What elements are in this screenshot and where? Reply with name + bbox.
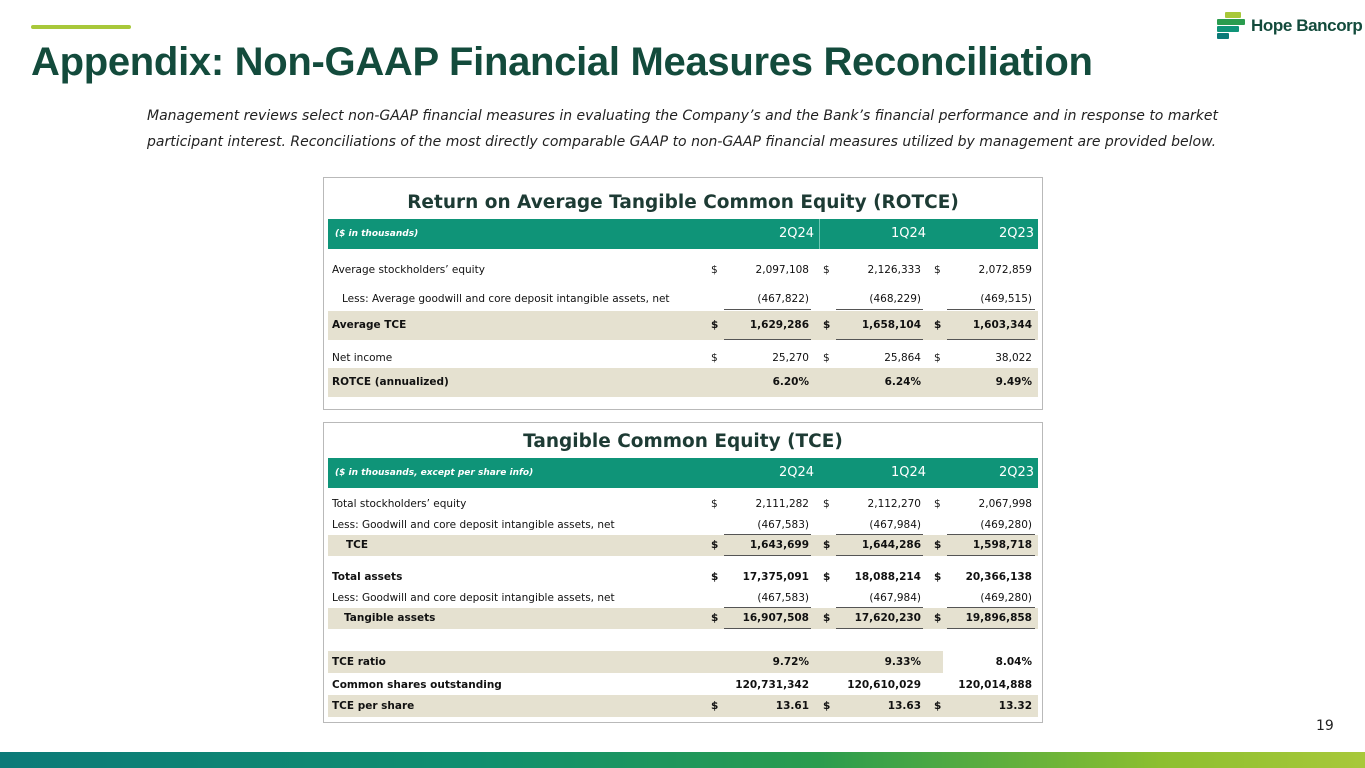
value-2q23: 120,014,888 — [958, 679, 1032, 691]
dollar-sign: $ — [711, 539, 719, 551]
row-label: TCE — [346, 539, 369, 551]
rotce-col-2q23: 2Q23 — [998, 226, 1034, 241]
value-2q23: 1,598,718 — [972, 539, 1032, 551]
dollar-sign: $ — [934, 571, 942, 583]
rotce-col-2q24: 2Q24 — [778, 226, 814, 241]
value-2q23: 2,072,859 — [978, 264, 1032, 276]
table-row — [328, 498, 1038, 514]
value-2q24: 1,643,699 — [749, 539, 809, 551]
footer-gradient-bar — [0, 752, 1365, 768]
row-label: ROTCE (annualized) — [332, 376, 449, 388]
dollar-sign: $ — [934, 352, 941, 364]
tce-units-note: ($ in thousands, except per share info) — [335, 468, 534, 478]
value-2q24: 120,731,342 — [735, 679, 809, 691]
tce-col-2q23: 2Q23 — [998, 465, 1034, 480]
tce-header-row — [328, 458, 1038, 488]
value-1q24: 17,620,230 — [854, 612, 921, 624]
table-row — [328, 535, 1038, 556]
value-1q24: 1,644,286 — [861, 539, 921, 551]
rotce-units-note: ($ in thousands) — [335, 229, 419, 239]
dollar-sign: $ — [711, 700, 719, 712]
row-label: Total assets — [332, 571, 403, 583]
row-label: Total stockholders’ equity — [332, 498, 467, 510]
dollar-sign: $ — [823, 498, 830, 510]
table-row — [328, 368, 1038, 397]
intro-line-2: participant interest. Reconciliations of the most directly comparable GAAP to non-GAAP financial measures utilized by management are provided below. — [147, 134, 1217, 150]
value-2q23: 2,067,998 — [978, 498, 1032, 510]
value-1q24: 120,610,029 — [847, 679, 921, 691]
dollar-sign: $ — [711, 571, 719, 583]
value-2q24: 9.72% — [772, 656, 809, 668]
dollar-sign: $ — [934, 319, 942, 331]
value-2q24: 1,629,286 — [749, 319, 809, 331]
dollar-sign: $ — [823, 612, 831, 624]
table-row — [328, 264, 1038, 280]
value-2q24: 2,097,108 — [755, 264, 809, 276]
logo-mark-icon — [1217, 12, 1245, 40]
table-row — [328, 293, 1038, 309]
dollar-sign: $ — [934, 539, 942, 551]
row-label: Net income — [332, 352, 393, 364]
value-2q24: (467,583) — [757, 592, 809, 604]
value-2q24: (467,822) — [757, 293, 809, 305]
title-accent-line — [31, 25, 131, 29]
value-1q24: 1,658,104 — [861, 319, 921, 331]
value-1q24: 2,126,333 — [867, 264, 921, 276]
row-label: Less: Goodwill and core deposit intangible assets, net — [332, 592, 615, 604]
value-2q24: 17,375,091 — [742, 571, 809, 583]
row-label: TCE ratio — [332, 656, 386, 668]
table-row — [328, 519, 1038, 535]
tce-col-2q24: 2Q24 — [778, 465, 814, 480]
value-2q23: 1,603,344 — [972, 319, 1032, 331]
dollar-sign: $ — [711, 319, 719, 331]
table-row — [328, 352, 1038, 368]
value-1q24: (468,229) — [869, 293, 921, 305]
row-label: Average stockholders’ equity — [332, 264, 485, 276]
table-row — [328, 592, 1038, 608]
dollar-sign: $ — [711, 264, 718, 276]
rotce-panel — [323, 177, 1043, 410]
value-1q24: (467,984) — [869, 519, 921, 531]
intro-line-1: Management reviews select non-GAAP financial measures in evaluating the Company’s and the Bank’s financial performance and in response to market — [147, 108, 1218, 124]
value-2q23: (469,280) — [980, 592, 1032, 604]
dollar-sign: $ — [934, 264, 941, 276]
table-row — [328, 695, 1038, 717]
page-number: 19 — [1316, 718, 1334, 734]
row-label: Average TCE — [332, 319, 407, 331]
row-label: TCE per share — [332, 700, 415, 712]
dollar-sign: $ — [711, 612, 719, 624]
dollar-sign: $ — [823, 700, 831, 712]
dollar-sign: $ — [823, 264, 830, 276]
dollar-sign: $ — [934, 498, 941, 510]
dollar-sign: $ — [823, 539, 831, 551]
table-row — [328, 608, 1038, 629]
value-2q23: 20,366,138 — [965, 571, 1032, 583]
value-2q23: (469,280) — [980, 519, 1032, 531]
value-2q24: 6.20% — [772, 376, 809, 388]
value-2q23: (469,515) — [980, 293, 1032, 305]
table-row — [328, 311, 1038, 340]
table-row — [328, 651, 1038, 673]
tce-col-1q24: 1Q24 — [890, 465, 926, 480]
row-label: Common shares outstanding — [332, 679, 502, 691]
row-label: Less: Goodwill and core deposit intangible assets, net — [332, 519, 615, 531]
value-2q24: (467,583) — [757, 519, 809, 531]
value-1q24: 18,088,214 — [854, 571, 921, 583]
hope-bancorp-logo — [1217, 11, 1362, 41]
tce-title: Tangible Common Equity (TCE) — [523, 431, 843, 452]
dollar-sign: $ — [934, 612, 942, 624]
dollar-sign: $ — [934, 700, 942, 712]
dollar-sign: $ — [823, 571, 831, 583]
tce-panel — [323, 422, 1043, 723]
logo-text: Hope Bancorp — [1251, 16, 1363, 35]
value-1q24: 6.24% — [884, 376, 921, 388]
dollar-sign: $ — [711, 352, 718, 364]
value-2q23: 19,896,858 — [965, 612, 1032, 624]
rotce-title: Return on Average Tangible Common Equity (ROTCE) — [407, 192, 959, 213]
value-1q24: 2,112,270 — [867, 498, 921, 510]
value-2q24: 2,111,282 — [755, 498, 809, 510]
value-2q24: 25,270 — [772, 352, 809, 364]
value-2q23: 38,022 — [995, 352, 1032, 364]
value-2q24: 13.61 — [775, 700, 809, 712]
table-row — [328, 679, 1038, 695]
value-2q23: 8.04% — [995, 656, 1032, 668]
page-title: Appendix: Non-GAAP Financial Measures Reconciliation — [31, 40, 1093, 84]
row-label: Less: Average goodwill and core deposit intangible assets, net — [342, 293, 670, 305]
value-1q24: 25,864 — [884, 352, 921, 364]
rotce-header-row — [328, 219, 1038, 249]
rotce-col-1q24: 1Q24 — [890, 226, 926, 241]
value-2q24: 16,907,508 — [742, 612, 809, 624]
dollar-sign: $ — [823, 319, 831, 331]
value-2q23: 13.32 — [998, 700, 1032, 712]
value-1q24: 13.63 — [887, 700, 921, 712]
dollar-sign: $ — [711, 498, 718, 510]
row-label: Tangible assets — [344, 612, 436, 624]
table-row — [328, 571, 1038, 587]
value-1q24: 9.33% — [884, 656, 921, 668]
value-1q24: (467,984) — [869, 592, 921, 604]
dollar-sign: $ — [823, 352, 830, 364]
value-2q23: 9.49% — [995, 376, 1032, 388]
intro-paragraph — [147, 103, 1227, 155]
